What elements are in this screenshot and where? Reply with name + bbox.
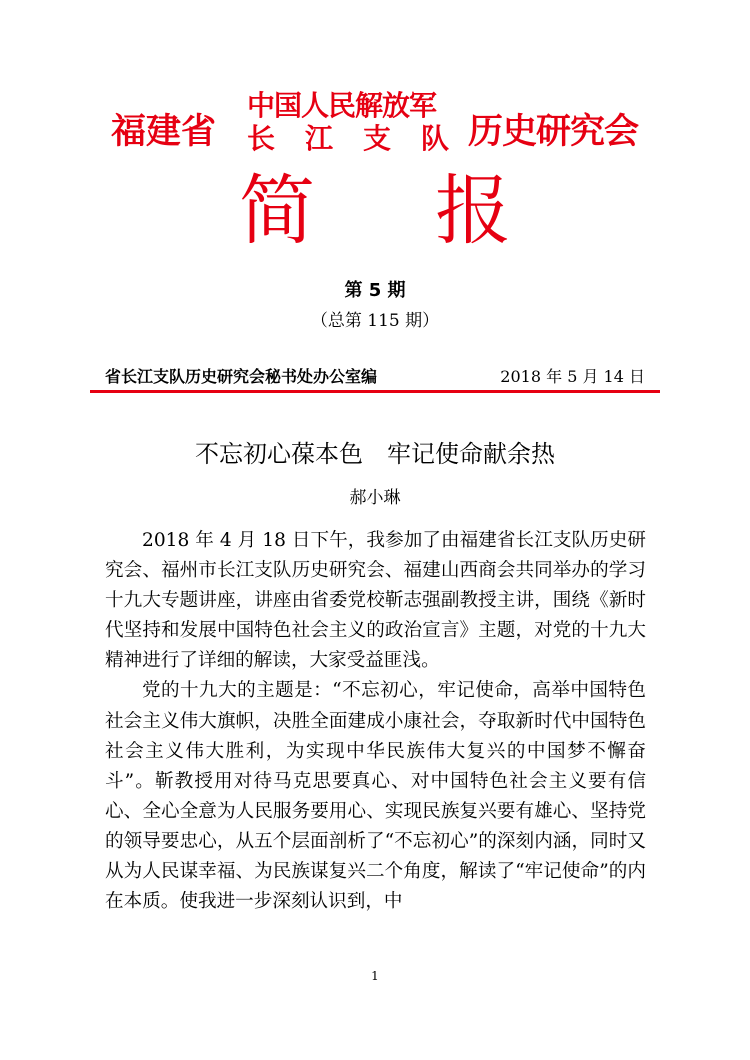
paragraph: 党的十九大的主题是：“不忘初心，牢记使命，高举中国特色社会主义伟大旗帜，决胜全面建成小康社会，夺取新时代中国特色社会主义伟大胜利，为实现中华民族伟大复兴的中国梦不懈奋斗”。靳教授用对待马克思要真心、对中国特色社会主义要有信心、全心全意为人民服务要用心、实现民族复兴要有雄心、坚持党的领导要忠心，从五个层面剖析了“不忘初心”的深刻内涵，同时又从为人民谋幸福、为民族谋复兴二个角度，解读了“牢记使命”的内在本质。使我进一步深刻认识到，中 (105, 680, 646, 913)
masthead-army-line2: 长江支队 (247, 122, 480, 155)
paragraph: 2018 年 4 月 18 日下午，我参加了由福建省长江支队历史研究会、福州市长江支队历史研究会、福建山西商会共同举办的学习十九大专题讲座，讲座由省委党校靳志强副教授主讲，围绕《新时代坚持和发展中国特色社会主义的政治宣言》主题，对党的十九大精神进行了详细的解读，大家受益匪浅。 (105, 530, 646, 672)
bulletin-title-char-1: 简 (239, 166, 315, 255)
article-author: 郝小琳 (349, 488, 401, 508)
editor-office: 省长江支队历史研究会秘书处办公室编 (105, 367, 378, 386)
bulletin-title (0, 166, 750, 256)
red-divider (90, 390, 660, 393)
total-issue-number: （总第 115 期） (310, 311, 440, 331)
page-number: 1 (371, 969, 379, 983)
masthead-army-name (247, 89, 480, 156)
masthead (0, 86, 750, 166)
masthead-province: 福建省 (111, 112, 217, 152)
article-title: 不忘初心葆本色 牢记使命献余热 (195, 440, 555, 468)
issue-number: 第 5 期 (344, 280, 406, 301)
article-body (105, 526, 646, 917)
publication-date: 2018 年 5 月 14 日 (500, 367, 645, 386)
bulletin-title-char-2: 报 (435, 166, 511, 255)
masthead-society: 历史研究会 (468, 112, 639, 152)
masthead-army-line1: 中国人民解放军 (247, 89, 437, 122)
